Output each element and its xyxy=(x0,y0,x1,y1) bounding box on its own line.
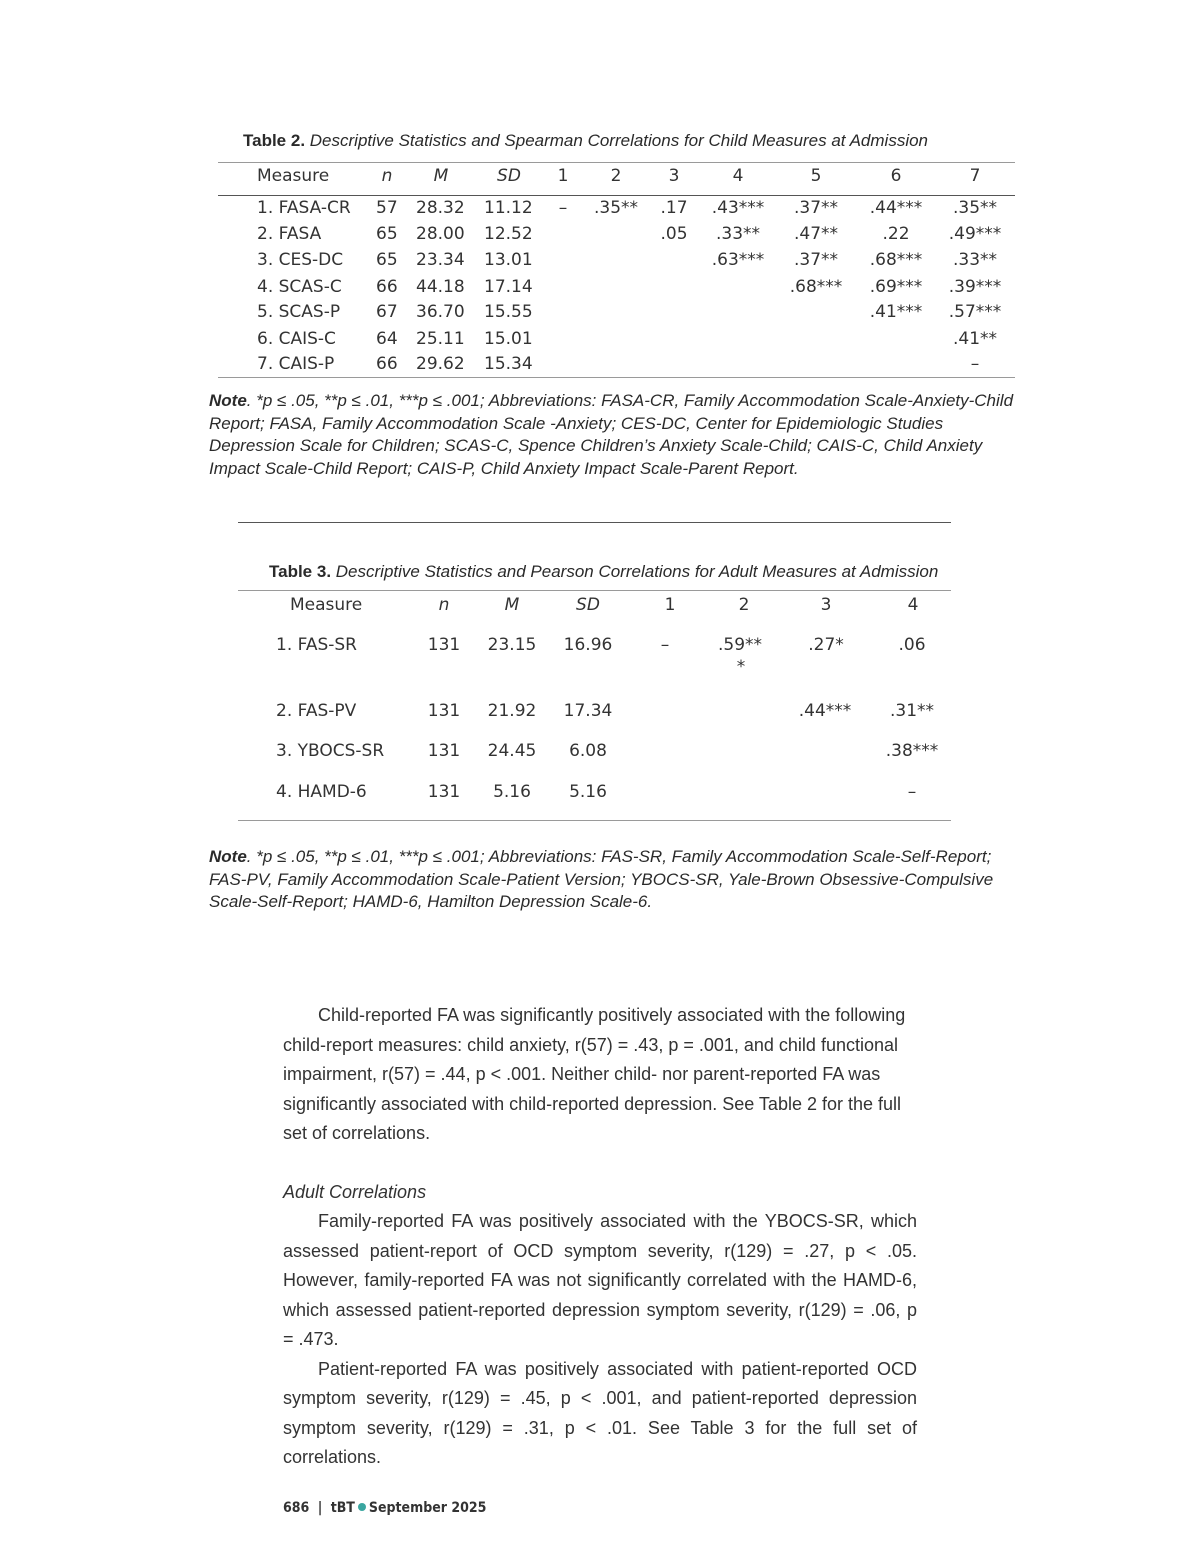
table2-cell-c7: .33** xyxy=(952,250,998,270)
table2-cell-c5: .47** xyxy=(793,224,839,244)
table2-cell-m: 28.00 xyxy=(416,224,465,244)
table3-cell-c4: – xyxy=(907,782,917,802)
table3-note-text: . *p ≤ .05, **p ≤ .01, ***p ≤ .001; Abbreviations: FAS-SR, Family Accommodation Scale-Self-Report; FAS-PV, Family Accommodation Scale-Patient Version; YBOCS-SR, Yale-Brown Obsessive-Compulsive Scale-Self-Report; HAMD-6, Hamilton Depression Scale-6. xyxy=(209,847,994,911)
table3-cell-sd: 17.34 xyxy=(563,701,613,721)
table2-cell-c3: .17 xyxy=(660,198,688,218)
table2-cell-sd: 11.12 xyxy=(484,198,533,218)
table2-cell-sd: 15.01 xyxy=(484,329,533,349)
table2-cell-c7: .39*** xyxy=(948,277,1002,297)
table-row: 1. FASA-CR xyxy=(257,198,351,218)
table-row: 2. FAS-PV xyxy=(276,701,357,721)
table3-note-label: Note xyxy=(209,847,247,866)
table3-cell-sd: 16.96 xyxy=(563,635,613,655)
table3-header-4: 4 xyxy=(907,595,919,615)
table3-header-n: n xyxy=(438,595,450,615)
table3-cell-sd: 6.08 xyxy=(569,741,607,761)
table2-label: Table 2. xyxy=(243,131,306,150)
table-row: 3. YBOCS-SR xyxy=(276,741,385,761)
table2-note-label: Note xyxy=(209,391,247,410)
table2-title: Descriptive Statistics and Spearman Correlations for Child Measures at Admission xyxy=(309,131,929,150)
table2-header-n: n xyxy=(381,166,393,186)
table2-header-7: 7 xyxy=(969,166,981,186)
table-row: 3. CES-DC xyxy=(257,250,344,270)
table2-cell-c6: .41*** xyxy=(869,302,923,322)
table3-cell-m: 23.15 xyxy=(487,635,537,655)
table2-cell-c7: .35** xyxy=(952,198,998,218)
table3-cell-m: 21.92 xyxy=(487,701,537,721)
table2-cell-c2: .35** xyxy=(593,198,639,218)
table3-bottom-rule xyxy=(238,820,951,821)
table2-cell-n: 65 xyxy=(376,250,398,270)
table3-cell-n: 131 xyxy=(427,701,461,721)
table2-cell-sd: 15.55 xyxy=(484,302,533,322)
table2-cell-c4: .33** xyxy=(715,224,761,244)
page-number: 686 xyxy=(283,1500,310,1516)
table2-cell-c4: .63*** xyxy=(711,250,765,270)
table2-cell-n: 67 xyxy=(376,302,398,322)
table3-cell-c4: .31** xyxy=(889,701,935,721)
table2-cell-n: 66 xyxy=(376,354,398,374)
table2-header-3: 3 xyxy=(668,166,680,186)
table3-label: Table 3. xyxy=(269,562,332,581)
table2-header-4: 4 xyxy=(732,166,744,186)
page-footer xyxy=(283,1500,486,1516)
table2-cell-m: 28.32 xyxy=(416,198,465,218)
issue-date: September 2025 xyxy=(368,1500,487,1516)
paragraph-gap xyxy=(283,1149,917,1178)
table3-header-3: 3 xyxy=(820,595,832,615)
table2-cell-n: 66 xyxy=(376,277,398,297)
table3-header-sd: SD xyxy=(576,595,600,615)
table3-cell-c2: .59** xyxy=(717,635,763,655)
table2-note xyxy=(209,390,1021,480)
table-row: 5. SCAS-P xyxy=(257,302,341,322)
table2-cell-c6: .44*** xyxy=(869,198,923,218)
table3-header-m: M xyxy=(504,595,520,615)
table3-header-2: 2 xyxy=(738,595,750,615)
table2-header-rule xyxy=(218,195,1015,196)
body-paragraph-2: Family-reported FA was positively associated with the YBOCS-SR, which assessed patient-report of OCD symptom severity, r(129) = .27, p < .05. However, family-reported FA was not significantly correlated with the HAMD-6, which assessed patient-reported depression symptom severity, r(129) = .06, p = .473. xyxy=(283,1211,917,1349)
body-paragraph-3: Patient-reported FA was positively associated with patient-reported OCD symptom severity, r(129) = .45, p < .001, and patient-reported depression symptom severity, r(129) = .31, p < .01. See Table 3 for the full set of correlations. xyxy=(283,1358,917,1467)
table3-cell-n: 131 xyxy=(427,741,461,761)
body-text xyxy=(283,1001,917,1473)
table2-cell-m: 44.18 xyxy=(416,277,465,297)
table-row: 4. SCAS-C xyxy=(257,277,342,297)
table2-cell-m: 23.34 xyxy=(416,250,465,270)
table2-cell-c1: – xyxy=(558,198,568,218)
table3-cell-n: 131 xyxy=(427,782,461,802)
table2-cell-c7: .49*** xyxy=(948,224,1002,244)
table2-header-sd: SD xyxy=(497,166,521,186)
table2-cell-c5: .37** xyxy=(793,198,839,218)
table-row: 7. CAIS-P xyxy=(257,354,335,374)
table2-cell-sd: 15.34 xyxy=(484,354,533,374)
footer-separator: | xyxy=(317,1500,323,1516)
table2-header-6: 6 xyxy=(890,166,902,186)
table2-cell-sd: 13.01 xyxy=(484,250,533,270)
table2-cell-m: 25.11 xyxy=(416,329,465,349)
table2-cell-n: 64 xyxy=(376,329,398,349)
table3-note xyxy=(209,846,1021,914)
section-divider xyxy=(238,522,951,523)
table2-cell-n: 65 xyxy=(376,224,398,244)
table-row: 1. FAS-SR xyxy=(276,635,357,655)
table2-cell-c6: .22 xyxy=(882,224,910,244)
table2-cell-c6: .68*** xyxy=(869,250,923,270)
table3-cell-c4: .06 xyxy=(898,635,926,655)
table2-header-5: 5 xyxy=(810,166,822,186)
body-paragraph-1: Child-reported FA was significantly positively associated with the following child-report measures: child anxiety, r(57) = .43, p = .001, and child functional impairment, r(57) = .44, p < .001. Neither child- nor parent-reported FA was significantly associated with child-reported depression. See Table 2 for the full set of correlations. xyxy=(283,1005,906,1143)
journal-name: tBT xyxy=(330,1500,355,1516)
table-row: 4. HAMD-6 xyxy=(276,782,367,802)
table3-cell-m: 24.45 xyxy=(487,741,537,761)
table2-cell-c3: .05 xyxy=(660,224,688,244)
table-row: 6. CAIS-C xyxy=(257,329,336,349)
table-row: 2. FASA xyxy=(257,224,322,244)
table2-cell-c6: .69*** xyxy=(869,277,923,297)
table2-cell-c5: .37** xyxy=(793,250,839,270)
table3-cell-c4: .38*** xyxy=(885,741,939,761)
table2-note-text: . *p ≤ .05, **p ≤ .01, ***p ≤ .001; Abbreviations: FASA-CR, Family Accommodation Scale-Anxiety-Child Report; FASA, Family Accommodation Scale -Anxiety; CES-DC, Center for Epidemiologic Studies Depression Scale for Children; SCAS-C, Spence Children’s Anxiety Scale-Child; CAIS-C, Child Anxiety Impact Scale-Child Report; CAIS-P, Child Anxiety Impact Scale-Parent Report. xyxy=(209,391,1014,478)
table2-header-1: 1 xyxy=(557,166,569,186)
table3-top-rule xyxy=(238,590,951,591)
table3-cell-sd: 5.16 xyxy=(569,782,607,802)
table3-cell-c3: .44*** xyxy=(798,701,852,721)
table2-caption xyxy=(243,131,928,151)
table2-cell-c7: – xyxy=(970,354,980,374)
table2-bottom-rule xyxy=(218,377,1015,378)
table2-cell-sd: 12.52 xyxy=(484,224,533,244)
bullet-dot-icon xyxy=(358,1503,366,1511)
table3-header-1: 1 xyxy=(664,595,676,615)
table3-cell-m: 5.16 xyxy=(493,782,531,802)
table2-cell-c5: .68*** xyxy=(789,277,843,297)
table2-header-measure: Measure xyxy=(257,166,330,186)
table2-header-2: 2 xyxy=(610,166,622,186)
table3-cell-n: 131 xyxy=(427,635,461,655)
table2-cell-c4: .43*** xyxy=(711,198,765,218)
table2-cell-sd: 17.14 xyxy=(484,277,533,297)
table2-header-m: M xyxy=(433,166,449,186)
table3-title: Descriptive Statistics and Pearson Correlations for Adult Measures at Admission xyxy=(335,562,939,581)
section-heading: Adult Correlations xyxy=(283,1181,427,1202)
table2-cell-m: 36.70 xyxy=(416,302,465,322)
table2-cell-m: 29.62 xyxy=(416,354,465,374)
table3-header-measure: Measure xyxy=(290,595,363,615)
table2-cell-c7: .57*** xyxy=(948,302,1002,322)
table2-cell-c7: .41** xyxy=(952,329,998,349)
table3-cell-c2-wrap: * xyxy=(736,657,746,677)
table2-top-rule xyxy=(218,162,1015,163)
table3-cell-c3: .27* xyxy=(808,635,844,655)
table3-caption xyxy=(269,562,938,582)
table3-cell-c1: – xyxy=(660,635,670,655)
table2-cell-n: 57 xyxy=(376,198,398,218)
